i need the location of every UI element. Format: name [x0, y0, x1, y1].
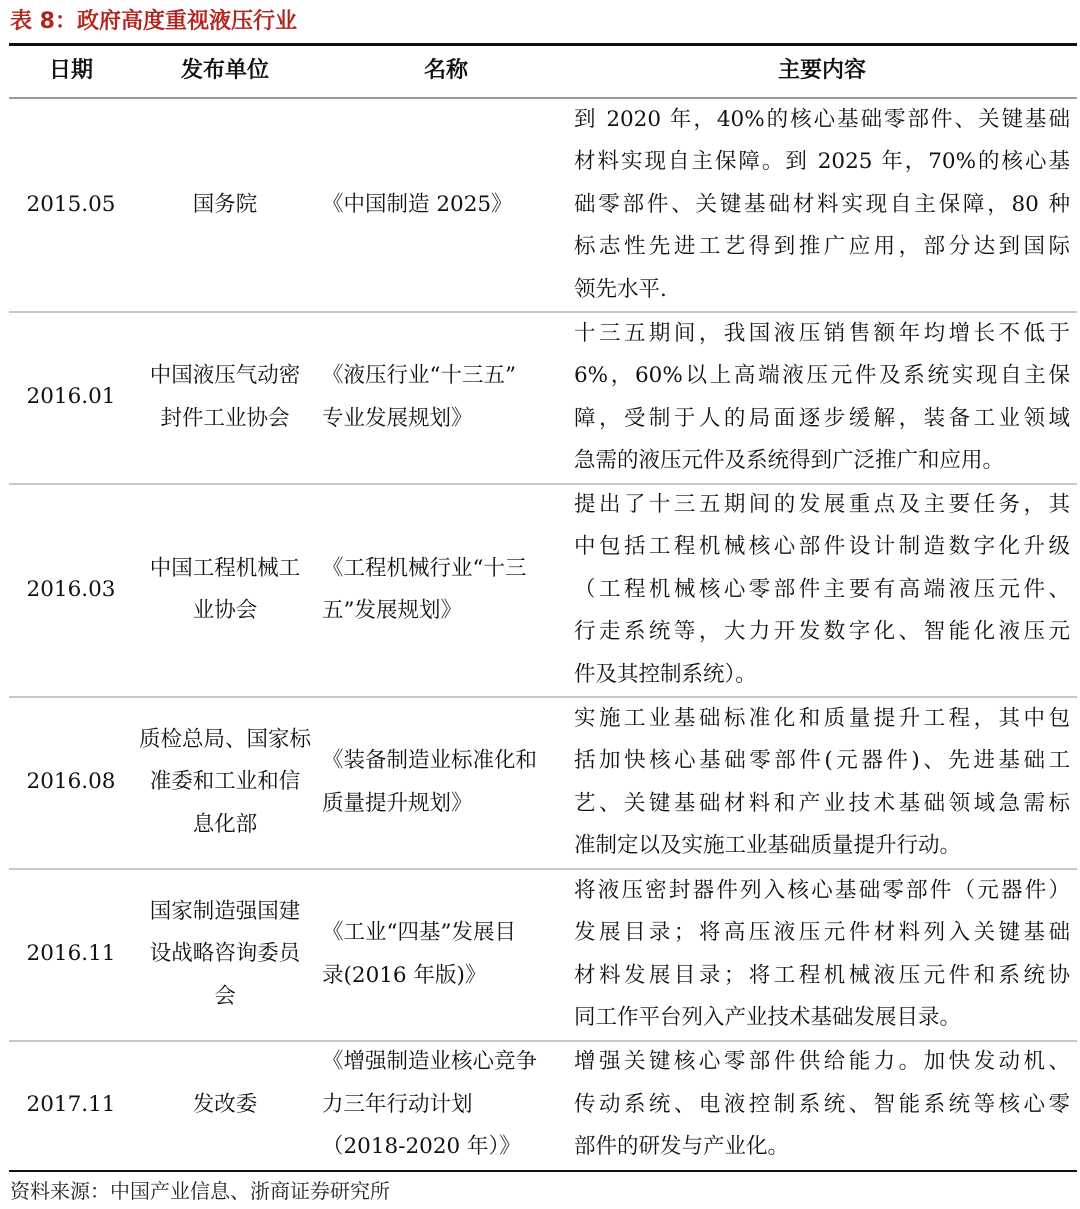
header-content: 主要内容 — [777, 58, 866, 83]
issuer-cell-line: 准委和工业和信 — [149, 769, 301, 795]
content-cell — [574, 313, 1070, 482]
content-cell-line: 领先水平. — [574, 276, 667, 302]
date-cell-line: 2016.03 — [26, 576, 116, 602]
content-cell-line: 6%，60%以上高端液压元件及系统实现自主保 — [574, 363, 1070, 388]
content-cell-line: 部件的研发与产业化。 — [574, 1134, 790, 1160]
content-cell-line: 障，受制于人的局面逐步缓解，装备工业领域 — [574, 405, 1070, 431]
content-cell-line: 艺、关键基础材料和产业技术基础领域急需标 — [574, 790, 1070, 816]
issuer-cell — [132, 870, 318, 1039]
name-cell-line: 录(2016 年版)》 — [322, 962, 487, 988]
header-issuer: 发布单位 — [180, 58, 269, 83]
content-cell — [574, 870, 1070, 1039]
issuer-cell-line: 发改委 — [192, 1091, 258, 1117]
issuer-cell-line: 设战略咨询委员 — [149, 941, 301, 967]
content-cell-line: 实施工业基础标准化和质量提升工程，其中包 — [574, 705, 1070, 731]
content-cell — [574, 698, 1070, 867]
name-cell — [322, 870, 570, 1039]
name-cell-line: 《液压行业“十三五” — [322, 363, 516, 388]
content-cell-line: 标志性先进工艺得到推广应用，部分达到国际 — [574, 234, 1070, 260]
name-cell — [322, 485, 570, 695]
content-cell-line: 括加快核心基础零部件(元器件)、先进基础工 — [574, 748, 1070, 773]
content-cell-line: 十三五期间，我国液压销售额年均增长不低于 — [574, 320, 1070, 346]
content-cell-line: （工程机械核心零部件主要有高端液压元件、 — [574, 576, 1070, 602]
name-cell-line: 《工程机械行业“十三 — [322, 555, 527, 581]
content-cell-line: 发展目录；将高压液压元件材料列入关键基础 — [574, 920, 1070, 945]
date-cell — [10, 100, 132, 310]
date-cell-line: 2016.11 — [26, 941, 116, 967]
name-cell-line: 力三年行动计划 — [322, 1091, 473, 1117]
content-cell-line: 增强关键核心零部件供给能力。加快发动机、 — [574, 1049, 1070, 1075]
issuer-cell-line: 息化部 — [192, 811, 258, 837]
content-cell — [574, 485, 1070, 695]
issuer-cell-line: 会 — [214, 983, 236, 1009]
issuer-cell — [132, 698, 318, 867]
issuer-cell — [132, 1042, 318, 1168]
issuer-cell-line: 国务院 — [192, 191, 258, 217]
date-cell-line: 2015.05 — [26, 191, 116, 217]
name-cell-line: （2018-2020 年）》 — [322, 1134, 521, 1160]
content-cell-line: 提出了十三五期间的发展重点及主要任务，其 — [574, 491, 1070, 517]
content-cell-line: 传动系统、电液控制系统、智能系统等核心零 — [574, 1091, 1070, 1117]
content-cell-line: 件及其控制系统）。 — [574, 661, 757, 687]
name-cell-line: 五”发展规划》 — [322, 598, 462, 623]
issuer-cell-line: 国家制造强国建 — [149, 898, 301, 924]
date-cell — [10, 485, 132, 695]
date-cell-line: 2016.01 — [26, 384, 116, 410]
name-cell — [322, 698, 570, 867]
name-cell-line: 质量提升规划》 — [322, 790, 473, 816]
issuer-cell — [132, 100, 318, 310]
content-cell-line: 准制定以及实施工业基础质量提升行动。 — [574, 833, 962, 858]
content-cell-line: 同工作平台列入产业技术基础发展目录。 — [574, 1005, 962, 1030]
content-cell-line: 将液压密封器件列入核心基础零部件（元器件） — [574, 877, 1070, 903]
name-cell — [322, 1042, 570, 1168]
name-cell-line: 专业发展规划》 — [322, 405, 473, 431]
issuer-cell-line: 封件工业协会 — [160, 405, 290, 431]
name-cell-line: 《工业“四基”发展目 — [322, 920, 516, 945]
source-note: 资料来源：中国产业信息、浙商证券研究所 — [10, 1179, 390, 1203]
content-cell-line: 行走系统等，大力开发数字化、智能化液压元 — [574, 619, 1070, 645]
issuer-cell — [132, 313, 318, 482]
content-cell-line: 材料发展目录；将工程机械液压元件和系统协 — [574, 962, 1070, 988]
issuer-cell-line: 中国液压气动密 — [149, 363, 301, 388]
issuer-cell-line: 质检总局、国家标 — [138, 726, 311, 752]
table-bottom-rule — [9, 1170, 1077, 1172]
issuer-cell-line: 中国工程机械工 — [149, 555, 301, 581]
issuer-cell-line: 业协会 — [192, 598, 258, 623]
name-cell-line: 《增强制造业核心竞争 — [322, 1049, 538, 1075]
content-cell — [574, 1042, 1070, 1168]
table-top-rule — [9, 43, 1077, 46]
content-cell — [574, 100, 1070, 310]
content-cell-line: 材料实现自主保障。到 2025 年，70%的核心基 — [574, 149, 1070, 175]
content-cell-line: 础零部件、关键基础材料实现自主保障，80 种 — [574, 191, 1070, 217]
date-cell — [10, 1042, 132, 1168]
name-cell-line: 《中国制造 2025》 — [322, 191, 513, 217]
date-cell-line: 2017.11 — [26, 1091, 116, 1117]
date-cell — [10, 313, 132, 482]
date-cell — [10, 698, 132, 867]
content-cell-line: 到 2020 年，40%的核心基础零部件、关键基础 — [574, 106, 1070, 132]
name-cell — [322, 313, 570, 482]
header-name: 名称 — [423, 58, 468, 83]
name-cell — [322, 100, 570, 310]
date-cell — [10, 870, 132, 1039]
date-cell-line: 2016.08 — [26, 769, 116, 795]
content-cell-line: 急需的液压元件及系统得到广泛推广和应用。 — [574, 448, 1005, 473]
table-title: 表 8：政府高度重视液压行业 — [10, 9, 297, 34]
content-cell-line: 中包括工程机械核心部件设计制造数字化升级 — [574, 534, 1070, 560]
name-cell-line: 《装备制造业标准化和 — [322, 748, 538, 773]
header-date: 日期 — [48, 58, 93, 83]
issuer-cell — [132, 485, 318, 695]
